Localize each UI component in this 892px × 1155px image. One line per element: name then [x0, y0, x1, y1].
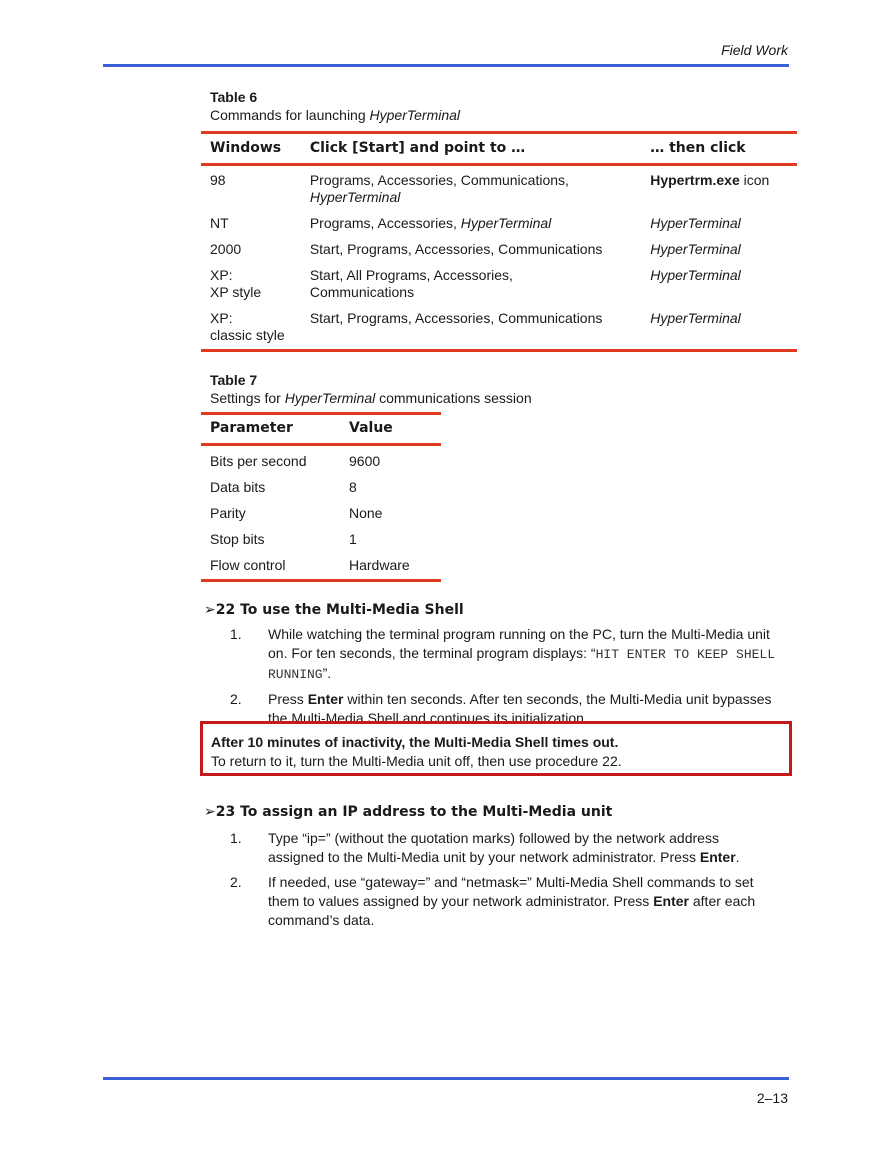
path-text-2: Communications: [309, 284, 415, 300]
table-7-caption: [210, 389, 790, 407]
col-header-value: Value: [349, 420, 393, 436]
procedure-23: [204, 803, 790, 930]
step-text-a: If needed, use “gateway=” and “netmask=” Multi-Media Shell commands to set them to values assigned by your network administrator. Press: [268, 874, 754, 909]
table-7-number: Table 7: [210, 372, 258, 388]
cell-windows: NT: [210, 215, 229, 231]
cell-value: 1: [349, 531, 357, 547]
cell-windows: 98: [210, 172, 226, 188]
table-7: [210, 371, 790, 582]
table-7-top-rule: [201, 412, 441, 415]
step-code: HIT ENTER TO KEEP SHELL RUNNING: [268, 647, 776, 682]
table-6-bottom-rule: [201, 349, 797, 352]
timeout-note: [200, 721, 792, 776]
step-number: 2.: [230, 691, 242, 707]
cell-parameter: Stop bits: [210, 531, 265, 547]
table-row: [210, 505, 790, 522]
col-header-click: … then click: [650, 140, 746, 156]
step-bold: Enter: [307, 691, 344, 707]
cell-windows: [210, 310, 310, 344]
path-italic: HyperTerminal: [309, 189, 401, 205]
table-7-bottom-rule: [201, 579, 441, 582]
path-text: Programs, Accessories, Communications,: [309, 172, 569, 188]
windows-line-2: classic style: [210, 327, 285, 343]
path-text: Programs, Accessories,: [309, 215, 461, 231]
table-6-header: [210, 140, 790, 157]
table-7-header: [210, 420, 790, 437]
table-row: [210, 215, 790, 232]
caption-italic: HyperTerminal: [284, 390, 376, 406]
running-header: Field Work: [721, 42, 788, 58]
cell-path: Start, Programs, Accessories, Communications: [309, 310, 603, 326]
step-text-a: Type “ip=” (without the quotation marks) followed by the network address assigned to the Multi-Media unit by your network administrator. Press: [268, 830, 719, 865]
table-6-number: Table 6: [210, 89, 258, 105]
step-text-b: within ten seconds. After ten seconds, the Multi-Media unit bypasses the Multi-Media Shell and continues its initialization.: [268, 691, 772, 726]
cell-parameter: Bits per second: [210, 453, 307, 469]
page-content: [204, 88, 790, 728]
table-row: [210, 453, 790, 470]
step-text-b: ”.: [322, 665, 332, 681]
cell-path: [310, 172, 650, 206]
click-rest: icon: [739, 172, 770, 188]
cell-click: HyperTerminal: [650, 267, 741, 283]
click-bold: Hypertrm.exe: [650, 172, 740, 188]
windows-line-1: XP:: [210, 267, 233, 283]
list-item: [210, 873, 790, 930]
cell-parameter: Parity: [210, 505, 246, 521]
cell-path: Start, Programs, Accessories, Communications: [309, 241, 603, 257]
caption-italic: HyperTerminal: [369, 107, 461, 123]
table-row: [210, 172, 790, 206]
caption-text: Commands for launching: [210, 107, 370, 123]
caption-suffix: communications session: [375, 390, 532, 406]
cell-windows: 2000: [210, 241, 242, 257]
note-bold: After 10 minutes of inactivity, the Multi-Media Shell times out.: [211, 734, 619, 750]
cell-value: Hardware: [349, 557, 410, 573]
step-number: 1.: [230, 626, 242, 642]
cell-click: HyperTerminal: [650, 310, 741, 326]
list-item: [210, 829, 790, 867]
cell-click: HyperTerminal: [650, 241, 741, 257]
step-text-a: While watching the terminal program running on the PC, turn the Multi-Media unit on. For ten seconds, the terminal program displays: “: [268, 626, 770, 661]
cell-parameter: Flow control: [210, 557, 286, 573]
table-6: [210, 88, 790, 352]
cell-value: 9600: [349, 453, 381, 469]
windows-line-1: XP:: [210, 310, 233, 326]
step-bold: Enter: [699, 849, 736, 865]
step-text: [268, 829, 778, 867]
table-row: [210, 479, 790, 496]
cell-windows: [210, 267, 310, 301]
col-header-parameter: Parameter: [210, 420, 293, 436]
procedure-23-title: ➢23 To assign an IP address to the Multi-Media unit: [204, 804, 613, 820]
step-bold: Enter: [653, 893, 689, 909]
col-header-windows: Windows: [210, 140, 282, 156]
cell-click: [650, 172, 790, 206]
caption-text: Settings for: [210, 390, 285, 406]
cell-value: 8: [349, 479, 357, 495]
table-7-header-rule: [201, 443, 441, 446]
note-text: To return to it, turn the Multi-Media unit off, then use procedure 22.: [211, 753, 622, 769]
table-row: [210, 267, 790, 301]
header-rule: [103, 64, 789, 67]
procedure-22-title: ➢22 To use the Multi-Media Shell: [204, 602, 464, 618]
step-text: [268, 625, 778, 684]
table-6-top-rule: [201, 131, 797, 134]
step-number: 2.: [230, 874, 242, 890]
path-text: Start, All Programs, Accessories,: [309, 267, 513, 283]
windows-line-2: XP style: [210, 284, 262, 300]
table-row: [210, 310, 790, 344]
step-text-b: after each command’s data.: [268, 893, 756, 928]
cell-path: [310, 215, 650, 232]
table-6-header-rule: [201, 163, 797, 166]
table-row: [210, 557, 790, 574]
cell-path: [310, 267, 650, 301]
step-text-a: Press: [268, 691, 308, 707]
step-text-b: .: [735, 849, 740, 865]
table-6-caption: [210, 106, 790, 124]
footer-rule: [103, 1077, 789, 1080]
col-header-path: Click [Start] and point to …: [309, 140, 526, 156]
cell-parameter: Data bits: [210, 479, 266, 495]
procedure-22: [204, 601, 790, 728]
path-italic: HyperTerminal: [460, 215, 552, 231]
step-number: 1.: [230, 830, 242, 846]
table-row: [210, 241, 790, 258]
page-number: 2–13: [756, 1090, 788, 1106]
step-text: [268, 873, 778, 930]
table-row: [210, 531, 790, 548]
cell-click: HyperTerminal: [650, 215, 741, 231]
cell-value: None: [349, 505, 383, 521]
list-item: [210, 625, 790, 684]
